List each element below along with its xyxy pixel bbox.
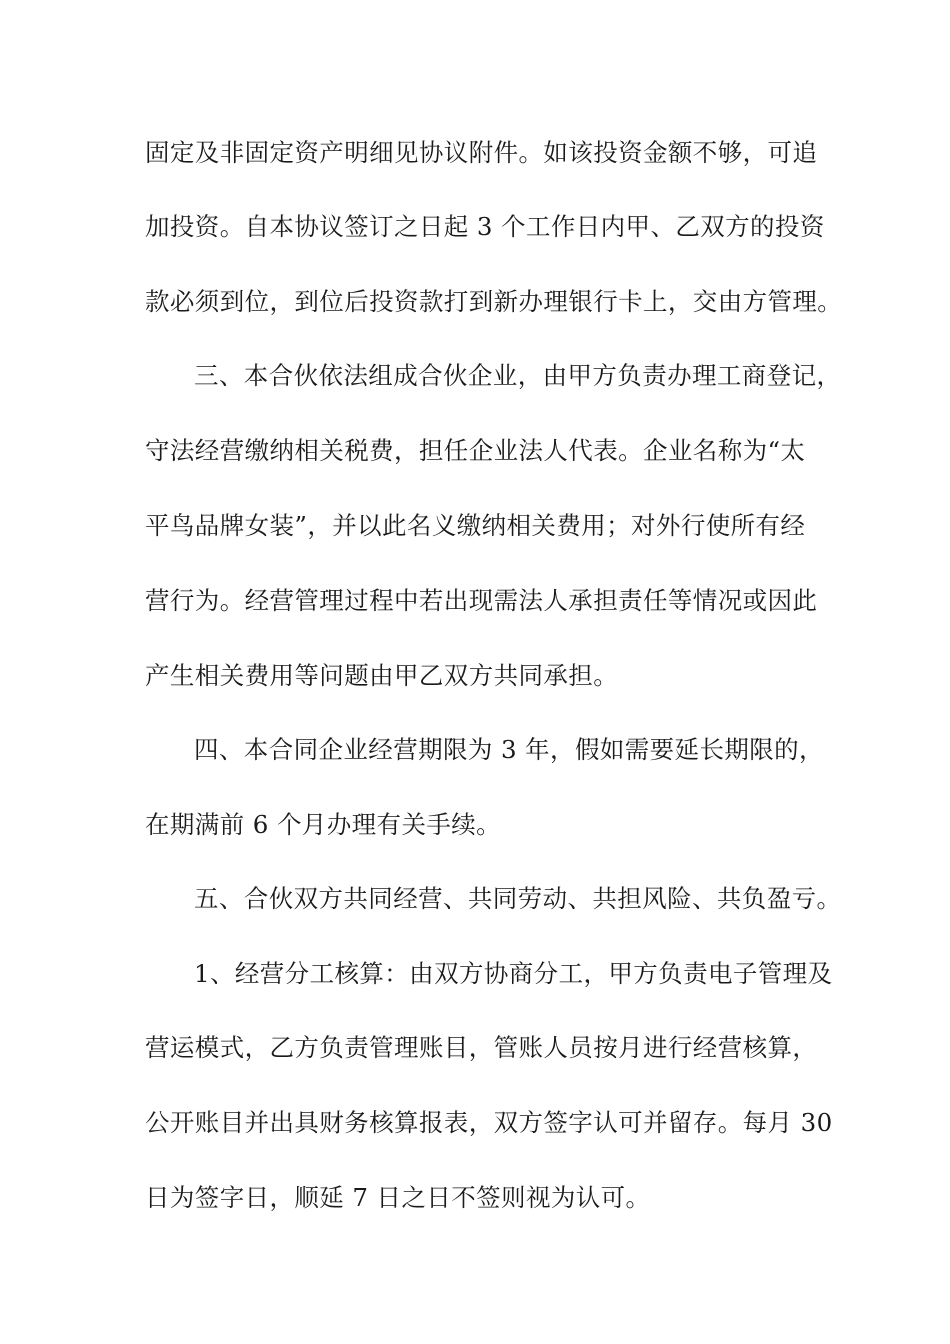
paragraph-line: 公开账目并出具财务核算报表，双方签字认可并留存。每月 30: [145, 1108, 833, 1137]
paragraph-line: 日为签字日，顺延 7 日之日不签则视为认可。: [145, 1183, 651, 1212]
paragraph-line: 产生相关费用等问题由甲乙双方共同承担。: [145, 661, 619, 690]
section-heading-line: 五、合伙双方共同经营、共同劳动、共担风险、共负盈亏。: [194, 884, 842, 913]
section-heading-line: 四、本合同企业经营期限为 3 年，假如需要延长期限的，: [194, 735, 824, 764]
paragraph-line: 营运模式，乙方负责管理账目，管账人员按月进行经营核算，: [145, 1033, 818, 1062]
paragraph-line: 款必须到位，到位后投资款打到新办理银行卡上，交由方管理。: [145, 287, 843, 316]
paragraph-line: 加投资。自本协议签订之日起 3 个工作日内甲、乙双方的投资: [145, 212, 825, 241]
paragraph-line: 在期满前 6 个月办理有关手续。: [145, 810, 502, 839]
paragraph-line: 平鸟品牌女装”，并以此名义缴纳相关费用；对外行使所有经: [145, 511, 806, 540]
section-heading-line: 三、本合伙依法组成合伙企业，由甲方负责办理工商登记，: [194, 361, 842, 390]
numbered-item-line: 1、经营分工核算：由双方协商分工，甲方负责电子管理及: [194, 959, 833, 988]
paragraph-line: 营行为。经营管理过程中若出现需法人承担责任等情况或因此: [145, 586, 818, 615]
paragraph-line: 守法经营缴纳相关税费，担任企业法人代表。企业名称为“太: [145, 436, 806, 465]
paragraph-line: 固定及非固定资产明细见协议附件。如该投资金额不够，可追: [145, 138, 818, 167]
